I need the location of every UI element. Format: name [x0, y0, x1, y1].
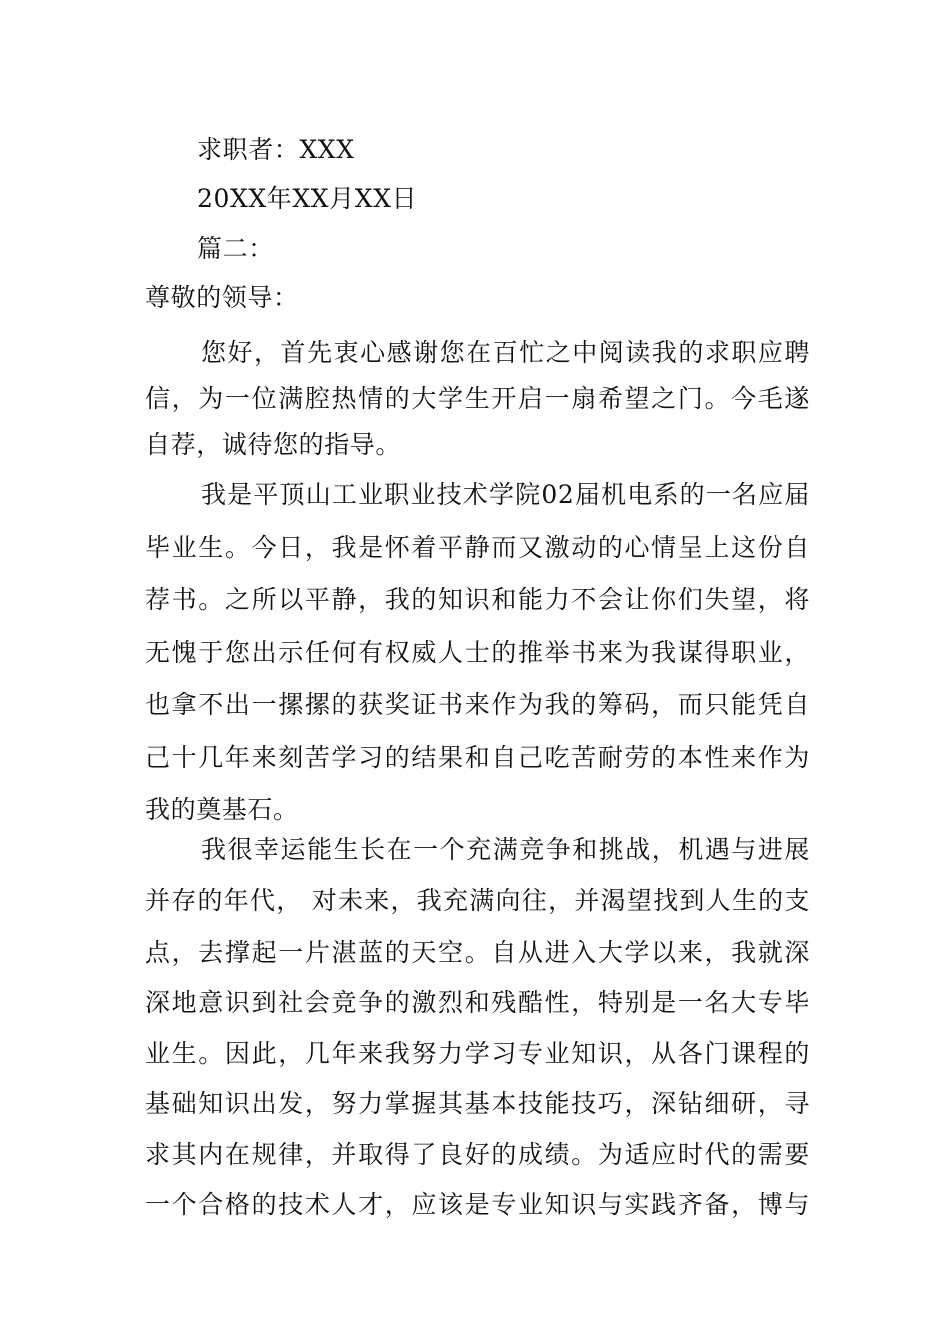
paragraph-3-line-4: 深地意识到社会竞争的激烈和残酷性，特别是一名大专毕	[145, 988, 810, 1017]
paragraph-2-line-4: 无愧于您出示任何有权威人士的推举书来为我谋得职业，	[145, 638, 810, 667]
paragraph-3-line-1: 我很幸运能生长在一个充满竞争和挑战，机遇与进展	[201, 835, 810, 864]
applicant-signature: 求职者：XXX	[197, 135, 355, 164]
paragraph-2-line-2: 毕业生。今日，我是怀着平静而又激动的心情呈上这份自	[145, 533, 810, 562]
paragraph-3-line-2: 并存的年代， 对未来，我充满向往，并渴望找到人生的支	[145, 886, 810, 915]
paragraph-2-line-3: 荐书。之所以平静，我的知识和能力不会让你们失望，将	[145, 585, 810, 614]
paragraph-3-line-3: 点，去撑起一片湛蓝的天空。自从进入大学以来，我就深	[145, 938, 810, 967]
paragraph-1-line-3: 自荐，诚待您的指导。	[145, 430, 402, 459]
paragraph-2-line-5: 也拿不出一摞摞的获奖证书来作为我的筹码，而只能凭自	[145, 690, 810, 719]
paragraph-2-line-6: 己十几年来刻苦学习的结果和自己吃苦耐劳的本性来作为	[145, 743, 810, 772]
paragraph-3-line-5: 业生。因此，几年来我努力学习专业知识，从各门课程的	[145, 1039, 810, 1068]
paragraph-3-line-8: 一个合格的技术人才，应该是专业知识与实践齐备，博与	[145, 1190, 810, 1219]
paragraph-1-line-2: 信，为一位满腔热情的大学生开启一扇希望之门。今毛遂	[145, 384, 810, 413]
section-heading: 篇二：	[197, 234, 274, 263]
paragraph-1-line-1: 您好，首先衷心感谢您在百忙之中阅读我的求职应聘	[201, 338, 810, 367]
letter-date: 20XX年XX月XX日	[197, 184, 418, 213]
paragraph-2-line-1: 我是平顶山工业职业技术学院02届机电系的一名应届	[201, 480, 810, 509]
paragraph-3-line-7: 求其内在规律，并取得了良好的成绩。为适应时代的需要	[145, 1140, 810, 1169]
paragraph-2-line-7: 我的奠基石。	[145, 795, 299, 824]
paragraph-3-line-6: 基础知识出发，努力掌握其基本技能技巧，深钻细研，寻	[145, 1089, 810, 1118]
salutation: 尊敬的领导：	[145, 283, 299, 312]
